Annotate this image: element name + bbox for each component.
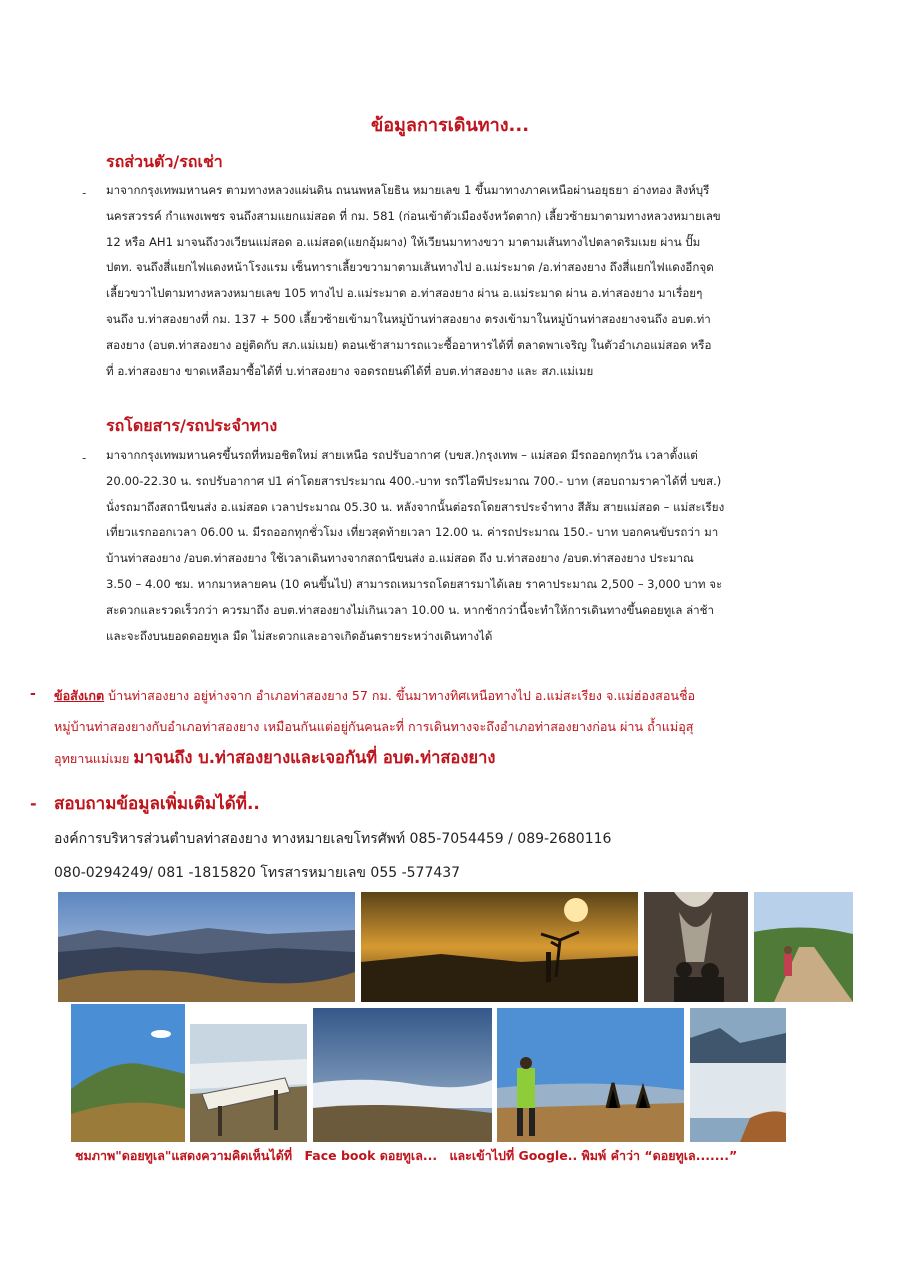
bus-paragraph — [106, 443, 866, 649]
section-heading-bus: รถโดยสาร/รถประจำทาง — [106, 416, 278, 435]
note-line: หมู่บ้านท่าสองยางกับอำเภอท่าสองยาง เหมือนกันแต่อยู่กันคนละที่ การเดินทางจะถึงอำเภอท่าสองยางก่อน ผ่าน ถ้ำแม่อุสุ — [54, 719, 694, 734]
text-line: 20.00-22.30 น. รถปรับอากาศ ป1 ค่าโดยสารประมาณ 400.-บาท รถวีไอพีประมาณ 700.- บาท (สอบถามราคาได้ที่ บขส.) — [106, 473, 722, 488]
note-line — [54, 742, 854, 774]
mountain-landscape-photo — [58, 892, 355, 1002]
note-text: อุทยานแม่เมย — [54, 751, 134, 766]
note-text: บ้านท่าสองยาง อยู่ห่างจาก อำเภอท่าสองยาง 57 กม. ขึ้นมาทางทิศเหนือทางไป อ.แม่สะเรียง จ.แม่ฮ่องสอนชื่อ — [104, 688, 696, 703]
text-line: บ้านท่าสองยาง /อบต.ท่าสองยาง ใช้เวลาเดินทางจากสถานีขนส่ง อ.แม่สอด ถึง บ.ท่าสองยาง /อบต.ท่าสองยาง ประมาณ — [106, 551, 694, 566]
note-paragraph — [54, 680, 854, 774]
bullet-dash: - — [30, 794, 37, 813]
hiker-backpack-photo — [497, 1008, 684, 1142]
contact-fax-line: 080-0294249/ 081 -1815820 โทรสารหมายเลข 055 -577437 — [54, 865, 461, 881]
text-line: และจะถึงบนยอดดอยทูเล มืด ไม่สะดวกและอาจเกิดอันตรายระหว่างเดินทางได้ — [106, 628, 493, 643]
contact-heading: สอบถามข้อมูลเพิ่มเติมได้ที่.. — [54, 794, 260, 814]
text-line: ปตท. จนถึงสี่แยกไฟแดงหน้าโรงแรม เซ็นทาราเลี้ยวขวามาตามเส้นทางไป อ.แม่ระมาด /อ.ท่าสองยาง ถึงสี่แยกไฟแดงอีกจุด — [106, 260, 714, 275]
page-title: ข้อมูลการเดินทาง... — [370, 115, 530, 136]
text-line: เที่ยวแรกออกเวลา 06.00 น. มีรถออกทุกชั่วโมง เที่ยวสุดท้ายเวลา 12.00 น. ค่ารถประมาณ 150.- บาท บอกคนขับรถว่า มา — [106, 525, 719, 540]
bullet-dash: - — [82, 186, 87, 200]
cloud-sea-photo — [690, 1008, 786, 1142]
text-line: จนถึง บ.ท่าสองยางที่ กม. 137 + 500 เลี้ยวซ้ายเข้ามาในหมู่บ้านท่าสองยาง ตรงเข้ามาในหมู่บ้านท่าสองยางจนถึง อบต.ท่า — [106, 311, 711, 326]
text-line: นั่งรถมาถึงสถานีขนส่ง อ.แม่สอด เวลาประมาณ 05.30 น. หลังจากนั้นต่อรถโดยสารประจำทาง สีส้ม สายแม่สอด – แม่สะเรียง — [106, 499, 725, 514]
hiking-trail-photo — [754, 892, 853, 1002]
text-line: สะดวกและรวดเร็วกว่า ควรมาถึง อบต.ท่าสองยางไม่เกินเวลา 10.00 น. หากช้ากว่านี้จะทำให้การเดินทางขึ้นดอยทูเล ล่าช้า — [106, 602, 715, 617]
sunset-tree-photo — [361, 892, 638, 1002]
section-heading-private-car: รถส่วนตัว/รถเช่า — [106, 152, 223, 171]
sea-of-mist-photo — [313, 1008, 492, 1142]
text-line: มาจากกรุงเทพมหานครขึ้นรถที่หมอชิตใหม่ สายเหนือ รถปรับอากาศ (บขส.)กรุงเทพ – แม่สอด มีรถออกทุกวัน เวลาตั้งแต่ — [106, 448, 698, 462]
photo-caption — [75, 1146, 875, 1166]
private-car-paragraph — [106, 178, 866, 384]
text-line: 3.50 – 4.00 ชม. หากมาหลายคน (10 คนขึ้นไป) สามารถเหมารถโดยสารมาได้เลย ราคาประมาณ 2,500 – 3,000 บาท จะ — [106, 576, 723, 591]
caption-text: ชมภาพ"ดอยทูเล"แสดงความคิดเห็นได้ที่ — [75, 1148, 293, 1163]
text-line: 12 หรือ AH1 มาจนถึงวงเวียนแม่สอด อ.แม่สอด(แยกอุ้มผาง) ให้เวียนมาทางขวา มาตามเส้นทางไปตลาดริมเมย ผ่าน ปั๊ม — [106, 234, 701, 249]
note-label: ข้อสังเกต — [54, 688, 105, 703]
note-line — [54, 680, 854, 711]
text-line: มาจากกรุงเทพมหานคร ตามทางหลวงแผ่นดิน ถนนพหลโยธิน หมายเลข 1 ขึ้นมาทางภาคเหนือผ่านอยุธยา อ่างทอง สิงห์บุรี — [106, 183, 710, 197]
caption-google: และเข้าไปที่ Google.. พิมพ์ คำว่า “ดอยทูเล.......” — [449, 1148, 738, 1163]
bullet-dash: - — [30, 686, 36, 702]
text-line: นครสวรรค์ กำแพงเพชร จนถึงสามแยกแม่สอด ที่ กม. 581 (ก่อนเข้าตัวเมืองจังหวัดตาก) เลี้ยวซ้ายมาตามทางหลวงหมายเลข — [106, 208, 721, 223]
bullet-dash: - — [82, 451, 87, 465]
sign-mist-photo — [190, 1024, 307, 1142]
cave-people-photo — [644, 892, 748, 1002]
text-line: ที่ อ.ท่าสองยาง ขาดเหลือมาซื้อได้ที่ บ.ท่าสองยาง จอดรถยนต์ได้ที่ อบต.ท่าสองยาง และ สภ.แม่เมย — [106, 363, 594, 378]
text-line: เลี้ยวขวาไปตามทางหลวงหมายเลข 105 ทางไป อ.แม่ระมาด อ.ท่าสองยาง ผ่าน อ.แม่ระมาด ผ่าน อ.ท่าสองยาง มาเรื่อยๆ — [106, 286, 703, 301]
contact-phone-line: องค์การบริหารส่วนตำบลท่าสองยาง ทางหมายเลขโทรศัพท์ 085-7054459 / 089-2680116 — [54, 831, 612, 847]
text-line: สองยาง (อบต.ท่าสองยาง อยู่ติดกับ สภ.แม่เมย) ตอนเช้าสามารถแวะซื้ออาหารได้ที่ ตลาดพาเจริญ ในตัวอำเภอแม่สอด หรือ — [106, 337, 712, 352]
caption-facebook: Face book ดอยทูเล... — [304, 1148, 438, 1163]
green-hill-photo — [71, 1004, 185, 1142]
note-highlight: มาจนถึง บ.ท่าสองยางและเจอกันที่ อบต.ท่าสองยาง — [133, 748, 496, 767]
